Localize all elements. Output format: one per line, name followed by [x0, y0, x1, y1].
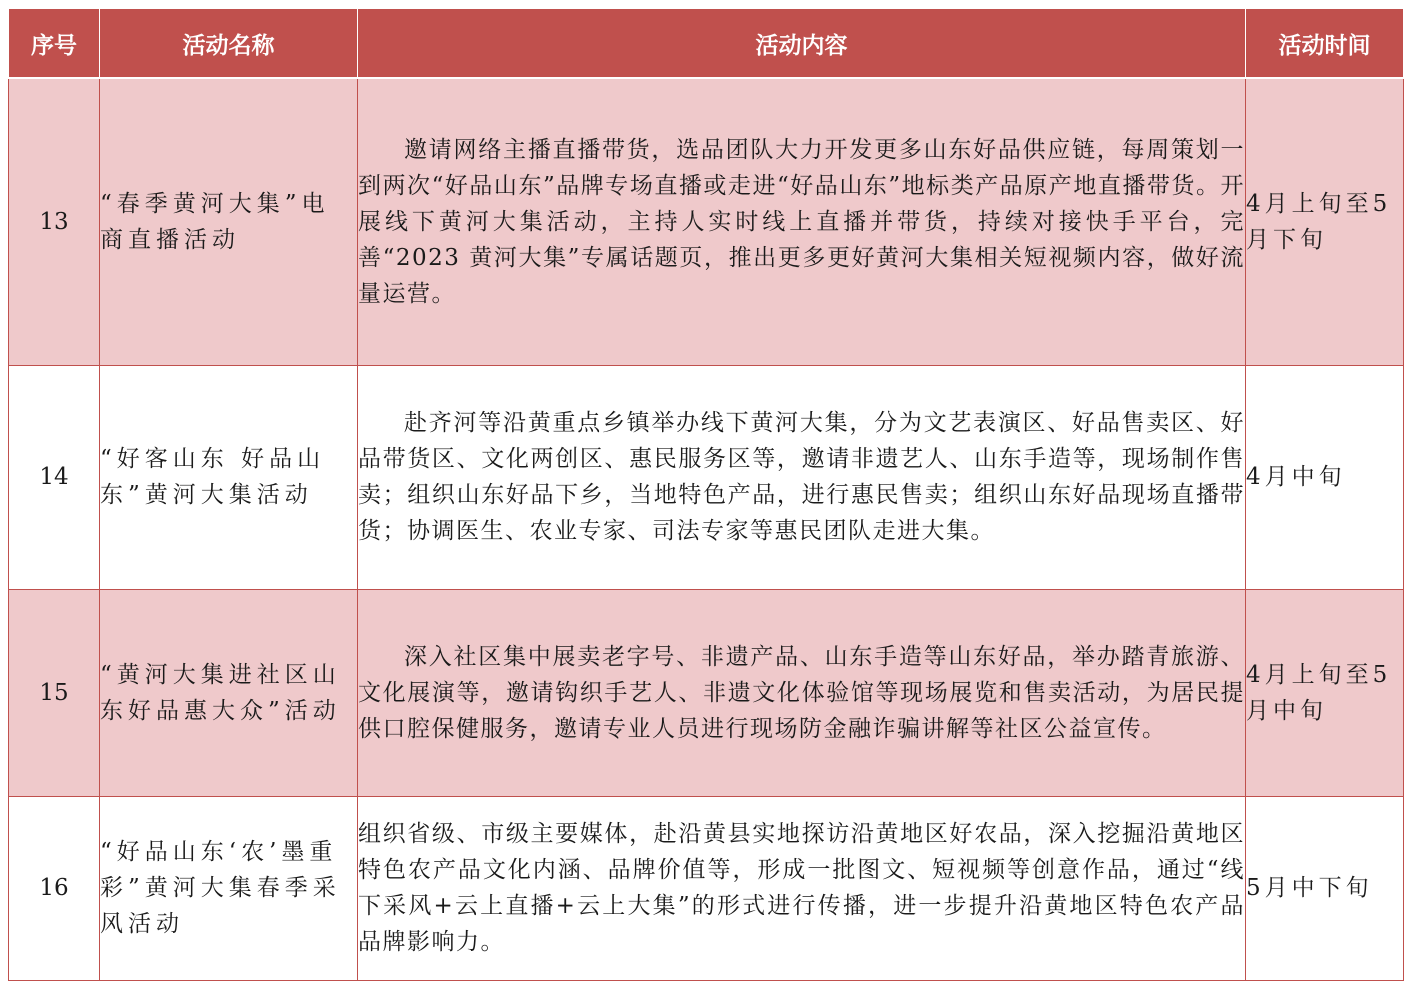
activity-time: 4月上旬至5月下旬 — [1246, 78, 1404, 365]
activity-name: “好品山东‘农’墨重彩”黄河大集春季采风活动 — [100, 796, 358, 980]
row-number: 13 — [9, 78, 100, 365]
activity-time: 4月上旬至5月中旬 — [1246, 589, 1404, 796]
row-number: 15 — [9, 589, 100, 796]
header-no: 序号 — [9, 9, 100, 79]
table-row — [9, 796, 1404, 980]
header-content: 活动内容 — [358, 9, 1246, 79]
table-header-row — [9, 9, 1404, 79]
activity-content: 赴齐河等沿黄重点乡镇举办线下黄河大集，分为文艺表演区、好品售卖区、好品带货区、文化两创区、惠民服务区等，邀请非遗艺人、山东手造等，现场制作售卖；组织山东好品下乡，当地特色产品，进行惠民售卖；组织山东好品现场直播带货；协调医生、农业专家、司法专家等惠民团队走进大集。 — [358, 365, 1246, 589]
activity-content: 组织省级、市级主要媒体，赴沿黄县实地探访沿黄地区好农品，深入挖掘沿黄地区特色农产品文化内涵、品牌价值等，形成一批图文、短视频等创意作品，通过“线下采风+云上直播+云上大集”的形式进行传播，进一步提升沿黄地区特色农产品品牌影响力。 — [358, 796, 1246, 980]
header-time: 活动时间 — [1246, 9, 1404, 79]
table-row — [9, 78, 1404, 365]
activity-content: 深入社区集中展卖老字号、非遗产品、山东手造等山东好品，举办踏青旅游、文化展演等，邀请钩织手艺人、非遗文化体验馆等现场展览和售卖活动，为居民提供口腔保健服务，邀请专业人员进行现场防金融诈骗讲解等社区公益宣传。 — [358, 589, 1246, 796]
activity-time: 4月中旬 — [1246, 365, 1404, 589]
row-number: 16 — [9, 796, 100, 980]
activity-name: “春季黄河大集”电商直播活动 — [100, 78, 358, 365]
activity-time: 5月中下旬 — [1246, 796, 1404, 980]
table-row — [9, 589, 1404, 796]
header-name: 活动名称 — [100, 9, 358, 79]
activity-table — [8, 8, 1404, 981]
row-number: 14 — [9, 365, 100, 589]
activity-name: “好客山东 好品山东”黄河大集活动 — [100, 365, 358, 589]
activity-name: “黄河大集进社区山东好品惠大众”活动 — [100, 589, 358, 796]
table-row — [9, 365, 1404, 589]
activity-content: 邀请网络主播直播带货，选品团队大力开发更多山东好品供应链，每周策划一到两次“好品山东”品牌专场直播或走进“好品山东”地标类产品原产地直播带货。开展线下黄河大集活动，主持人实时线上直播并带货，持续对接快手平台，完善“2023 黄河大集”专属话题页，推出更多更好黄河大集相关短视频内容，做好流量运营。 — [358, 78, 1246, 365]
